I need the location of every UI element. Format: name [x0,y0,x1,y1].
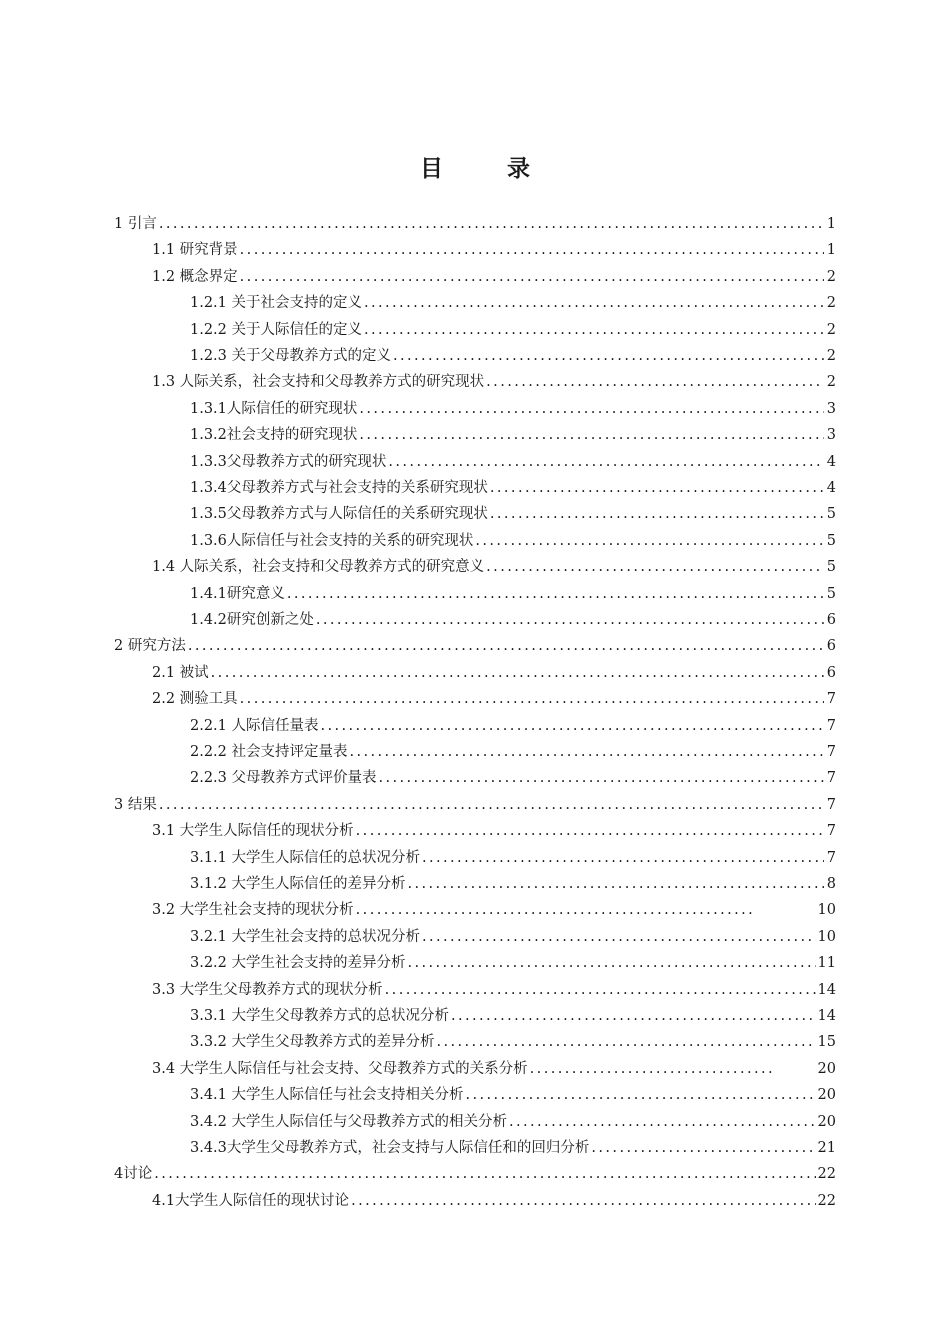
toc-leader-dots [350,739,824,765]
toc-entry-page-number: 5 [826,532,836,549]
toc-entry-label: 3.4.1 大学生人际信任与社会支持相关分析 [190,1087,464,1104]
toc-leader-dots [321,713,824,739]
toc-entry-label: 3.1 大学生人际信任的现状分析 [152,823,354,840]
toc-entry[interactable] [152,369,836,395]
toc-entry-page-number: 8 [826,876,836,892]
toc-entry[interactable] [190,1029,836,1055]
toc-leader-dots [437,1029,816,1055]
toc-entry[interactable] [152,237,836,263]
toc-entry-label: 1.4.1研究意义 [190,585,285,602]
toc-leader-dots [385,977,816,1003]
toc-entry-label: 1.4 人际关系，社会支持和父母教养方式的研究意义 [152,559,485,576]
toc-entry-page-number: 3 [826,427,836,444]
toc-entry-page-number: 10 [817,902,836,919]
toc-entry[interactable] [190,765,836,791]
toc-leader-dots [379,765,824,791]
toc-entry-page-number: 6 [826,612,836,628]
toc-entry-label: 1.3.3父母教养方式的研究现状 [190,453,387,470]
toc-entry-page-number: 20 [817,1060,836,1077]
toc-entry-label: 3.1.2 大学生人际信任的差异分析 [190,876,406,892]
toc-entry[interactable] [190,924,836,950]
toc-entry-page-number: 22 [817,1166,836,1183]
toc-entry-page-number: 6 [826,638,836,655]
toc-leader-dots [154,1161,815,1187]
toc-entry-page-number: 5 [826,506,836,523]
toc-entry-label: 3.2.1 大学生社会支持的总状况分析 [190,928,421,945]
toc-entry-label: 2.2.1 人际信任量表 [190,717,319,734]
toc-entry[interactable] [152,686,836,712]
toc-entry-label: 3.4 大学生人际信任与社会支持、父母教养方式的关系分析 [152,1060,528,1077]
toc-entry[interactable] [190,501,836,527]
toc-entry-label: 3.3.2 大学生父母教养方式的差异分析 [190,1034,435,1051]
toc-entry[interactable] [190,950,836,976]
toc-leader-dots [240,264,824,290]
toc-entry-page-number: 5 [826,585,836,602]
toc-entry-page-number: 2 [826,374,836,391]
toc-leader-dots [530,1056,772,1082]
toc-leader-dots [388,449,824,475]
toc-entry-page-number: 1 [826,242,836,259]
toc-leader-dots [408,950,816,976]
toc-entry[interactable] [190,475,836,501]
toc-entry[interactable] [190,1003,836,1029]
toc-entry[interactable] [152,897,836,923]
toc-title: 目 录 [419,156,558,182]
toc-leader-dots [393,343,824,369]
toc-leader-dots [475,528,824,554]
toc-entry[interactable] [190,739,836,765]
toc-entry-label: 1.3.2社会支持的研究现状 [190,427,358,444]
toc-entry-label: 2.2 测验工具 [152,691,238,708]
toc-entry[interactable] [114,792,836,818]
toc-entry[interactable] [190,422,836,448]
toc-entry[interactable] [190,713,836,739]
toc-entry[interactable] [190,871,836,897]
toc-leader-dots [188,633,824,659]
toc-entry-page-number: 1 [826,216,836,232]
toc-entry-label: 1.2.2 关于人际信任的定义 [190,321,363,338]
toc-entry-page-number: 7 [826,691,836,708]
toc-leader-dots [364,317,824,343]
toc-leader-dots [351,1188,815,1214]
toc-entry-label: 3.3 大学生父母教养方式的现状分析 [152,981,383,998]
toc-entry-page-number: 22 [817,1192,836,1209]
toc-entry[interactable] [152,818,836,844]
toc-entry[interactable] [152,1188,836,1214]
toc-entry-page-number: 14 [817,981,836,998]
toc-entry[interactable] [190,845,836,871]
toc-entry[interactable] [190,607,836,633]
toc-leader-dots [490,475,824,501]
toc-entry-label: 1.2.3 关于父母教养方式的定义 [190,348,392,364]
toc-leader-dots [466,1082,816,1108]
toc-entry-page-number: 5 [826,559,836,576]
toc-leader-dots [356,897,752,923]
toc-entry[interactable] [190,290,836,316]
toc-leader-dots [359,422,824,448]
toc-entry-page-number: 20 [817,1113,836,1130]
toc-leader-dots [486,554,824,580]
toc-leader-dots [422,924,816,950]
toc-entry-label: 1.3.1人际信任的研究现状 [190,400,358,417]
toc-entry[interactable] [190,449,836,475]
toc-entry-page-number: 15 [817,1034,836,1051]
toc-leader-dots [287,581,824,607]
toc-entry-label: 4讨论 [114,1166,153,1183]
toc-entry-label: 3.4.3大学生父母教养方式，社会支持与人际信任和的回归分析 [190,1140,590,1156]
toc-leader-dots [359,396,824,422]
toc-leader-dots [422,845,824,871]
toc-entry-label: 3.1.1 大学生人际信任的总状况分析 [190,849,421,866]
toc-entry-label: 1.3.4父母教养方式与社会支持的关系研究现状 [190,480,488,496]
toc-entry-page-number: 7 [826,796,836,813]
toc-entry-page-number: 7 [826,744,836,760]
toc-entry[interactable] [190,343,836,369]
toc-leader-dots [509,1109,816,1135]
toc-entry-label: 4.1大学生人际信任的现状讨论 [152,1192,350,1209]
toc-leader-dots [364,290,824,316]
toc-entry-label: 3.3.1 大学生父母教养方式的总状况分析 [190,1008,450,1024]
toc-entry[interactable] [190,1135,836,1161]
toc-leader-dots [316,607,824,633]
toc-entry[interactable] [190,1109,836,1135]
toc-entry-label: 3.4.2 大学生人际信任与父母教养方式的相关分析 [190,1113,508,1130]
toc-entry-label: 2.2.2 社会支持评定量表 [190,744,348,760]
toc-entry-label: 1.3.6人际信任与社会支持的关系的研究现状 [190,532,474,549]
toc-entry-page-number: 7 [826,849,836,866]
toc-entry[interactable] [152,554,836,580]
toc-leader-dots [490,501,824,527]
toc-leader-dots [591,1135,815,1161]
toc-entry[interactable] [190,1082,836,1108]
toc-leader-dots [159,792,824,818]
toc-entry[interactable] [152,977,836,1003]
toc-entry[interactable] [190,396,836,422]
toc-entry-label: 2.1 被试 [152,664,209,681]
toc-leader-dots [240,237,824,263]
toc-entry-label: 1.1 研究背景 [152,242,238,259]
toc-entry[interactable] [190,528,836,554]
toc-entry-label: 3.2 大学生社会支持的现状分析 [152,902,354,919]
toc-entry-page-number: 21 [817,1140,836,1156]
toc-entry-label: 2 研究方法 [114,638,186,655]
toc-entry-label: 1.3.5父母教养方式与人际信任的关系研究现状 [190,506,488,523]
toc-entry-page-number: 7 [826,717,836,734]
toc-entry-page-number: 4 [826,453,836,470]
toc-entry-label: 1.4.2研究创新之处 [190,612,314,628]
toc-leader-dots [211,660,824,686]
toc-entry[interactable] [190,317,836,343]
toc-entry[interactable] [114,1161,836,1187]
toc-entry-label: 2.2.3 父母教养方式评价量表 [190,770,377,787]
toc-entry[interactable] [114,633,836,659]
toc-entry-page-number: 2 [826,268,836,285]
toc-entry-label: 3 结果 [114,796,157,813]
toc-leader-dots [159,211,824,237]
toc-entry-label: 1.2.1 关于社会支持的定义 [190,295,363,312]
toc-entry-page-number: 2 [826,295,836,312]
toc-entry[interactable] [114,211,836,237]
toc-entry-page-number: 2 [826,321,836,338]
toc-entry-label: 1.3 人际关系，社会支持和父母教养方式的研究现状 [152,374,485,391]
toc-entry[interactable] [152,660,836,686]
toc-entry-page-number: 3 [826,400,836,417]
toc-entry-page-number: 10 [817,928,836,945]
toc-entry-page-number: 20 [817,1087,836,1104]
toc-entry-page-number: 11 [817,955,836,972]
toc-entry-label: 1 引言 [114,216,157,232]
toc-leader-dots [486,369,824,395]
toc-entry-page-number: 4 [826,480,836,496]
toc-entry-label: 3.2.2 大学生社会支持的差异分析 [190,955,406,972]
toc-entry-page-number: 6 [826,664,836,681]
toc-leader-dots [408,871,824,897]
toc-leader-dots [240,686,824,712]
toc-leader-dots [451,1003,816,1029]
toc-entry[interactable] [152,1056,836,1082]
toc-entry-page-number: 14 [817,1008,836,1024]
toc-entry-label: 1.2 概念界定 [152,268,238,285]
toc-leader-dots [356,818,824,844]
toc-entry-page-number: 2 [826,348,836,364]
toc-entry-page-number: 7 [826,823,836,840]
toc-entry[interactable] [190,581,836,607]
toc-entry-page-number: 7 [826,770,836,787]
toc-entry[interactable] [152,264,836,290]
